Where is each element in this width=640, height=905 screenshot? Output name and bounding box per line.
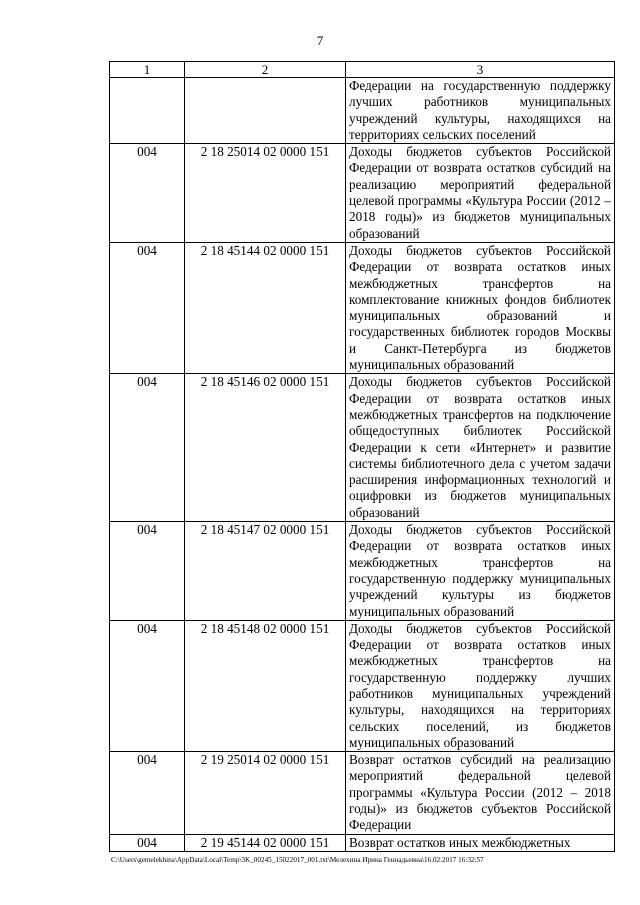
admin-code-cell: 004 — [110, 752, 185, 834]
description-cell: Доходы бюджетов субъектов Российской Федерации от возврата остатков иных межбюджетных трансфертов на государственную поддержку лучших работников муниципальных учреждений культуры, находящихся на территориях сельских поселений, из бюджетов муниципальных образований — [346, 620, 615, 751]
page-number: 7 — [316, 33, 324, 48]
budget-code-cell: 2 18 45146 02 0000 151 — [185, 374, 346, 522]
table-row — [110, 522, 615, 621]
budget-code-cell: 2 18 45144 02 0000 151 — [185, 242, 346, 373]
column-header-3: 3 — [346, 62, 615, 78]
admin-code-cell: 004 — [110, 834, 185, 851]
table-header-row — [110, 62, 615, 78]
budget-code-cell: 2 18 25014 02 0000 151 — [185, 144, 346, 243]
description-cell: Доходы бюджетов субъектов Российской Федерации от возврата остатков субсидий на реализацию мероприятий федеральной целевой программы «Культура России (2012 – 2018 годы)» из бюджетов муниципальных образований — [346, 144, 615, 243]
admin-code-cell — [110, 78, 185, 144]
budget-code-cell — [185, 78, 346, 144]
description-cell: Возврат остатков субсидий на реализацию мероприятий федеральной целевой программы «Культура России (2012 – 2018 годы)» из бюджетов субъектов Российской Федерации — [346, 752, 615, 834]
table-row — [110, 144, 615, 243]
file-path-footer: C:\Users\gemelekhina\AppData\Local\Temp\3K_00245_15022017_001.txt\Мелехина Ирина Геннадьевна\16.02.2017 16:32:57 — [111, 856, 484, 864]
description-cell: Доходы бюджетов субъектов Российской Федерации от возврата остатков иных межбюджетных трансфертов на государственную поддержку муниципальных учреждений культуры из бюджетов муниципальных образований — [346, 522, 615, 621]
admin-code-cell: 004 — [110, 620, 185, 751]
admin-code-cell: 004 — [110, 374, 185, 522]
revenue-codes-table — [109, 61, 615, 852]
budget-code-cell: 2 18 45147 02 0000 151 — [185, 522, 346, 621]
budget-code-cell: 2 19 45144 02 0000 151 — [185, 834, 346, 851]
admin-code-cell: 004 — [110, 522, 185, 621]
table-row — [110, 752, 615, 834]
budget-code-cell: 2 18 45148 02 0000 151 — [185, 620, 346, 751]
table-row — [110, 78, 615, 144]
description-cell: Доходы бюджетов субъектов Российской Федерации от возврата остатков иных межбюджетных трансфертов на комплектование книжных фондов библиотек муниципальных образований и государственных библиотек городов Москвы и Санкт-Петербурга из бюджетов муниципальных образований — [346, 242, 615, 373]
description-cell: Доходы бюджетов субъектов Российской Федерации от возврата остатков иных межбюджетных трансфертов на подключение общедоступных библиотек Российской Федерации к сети «Интернет» и развитие системы библиотечного дела с учетом задачи расширения информационных технологий и оцифровки из бюджетов муниципальных образований — [346, 374, 615, 522]
column-header-1: 1 — [110, 62, 185, 78]
table-row — [110, 834, 615, 851]
budget-code-cell: 2 19 25014 02 0000 151 — [185, 752, 346, 834]
description-cell: Возврат остатков иных межбюджетных — [346, 834, 615, 851]
description-cell: Федерации на государственную поддержку лучших работников муниципальных учреждений культуры, находящихся на территориях сельских поселений — [346, 78, 615, 144]
table-row — [110, 374, 615, 522]
admin-code-cell: 004 — [110, 144, 185, 243]
column-header-2: 2 — [185, 62, 346, 78]
table-row — [110, 620, 615, 751]
table-row — [110, 242, 615, 373]
admin-code-cell: 004 — [110, 242, 185, 373]
